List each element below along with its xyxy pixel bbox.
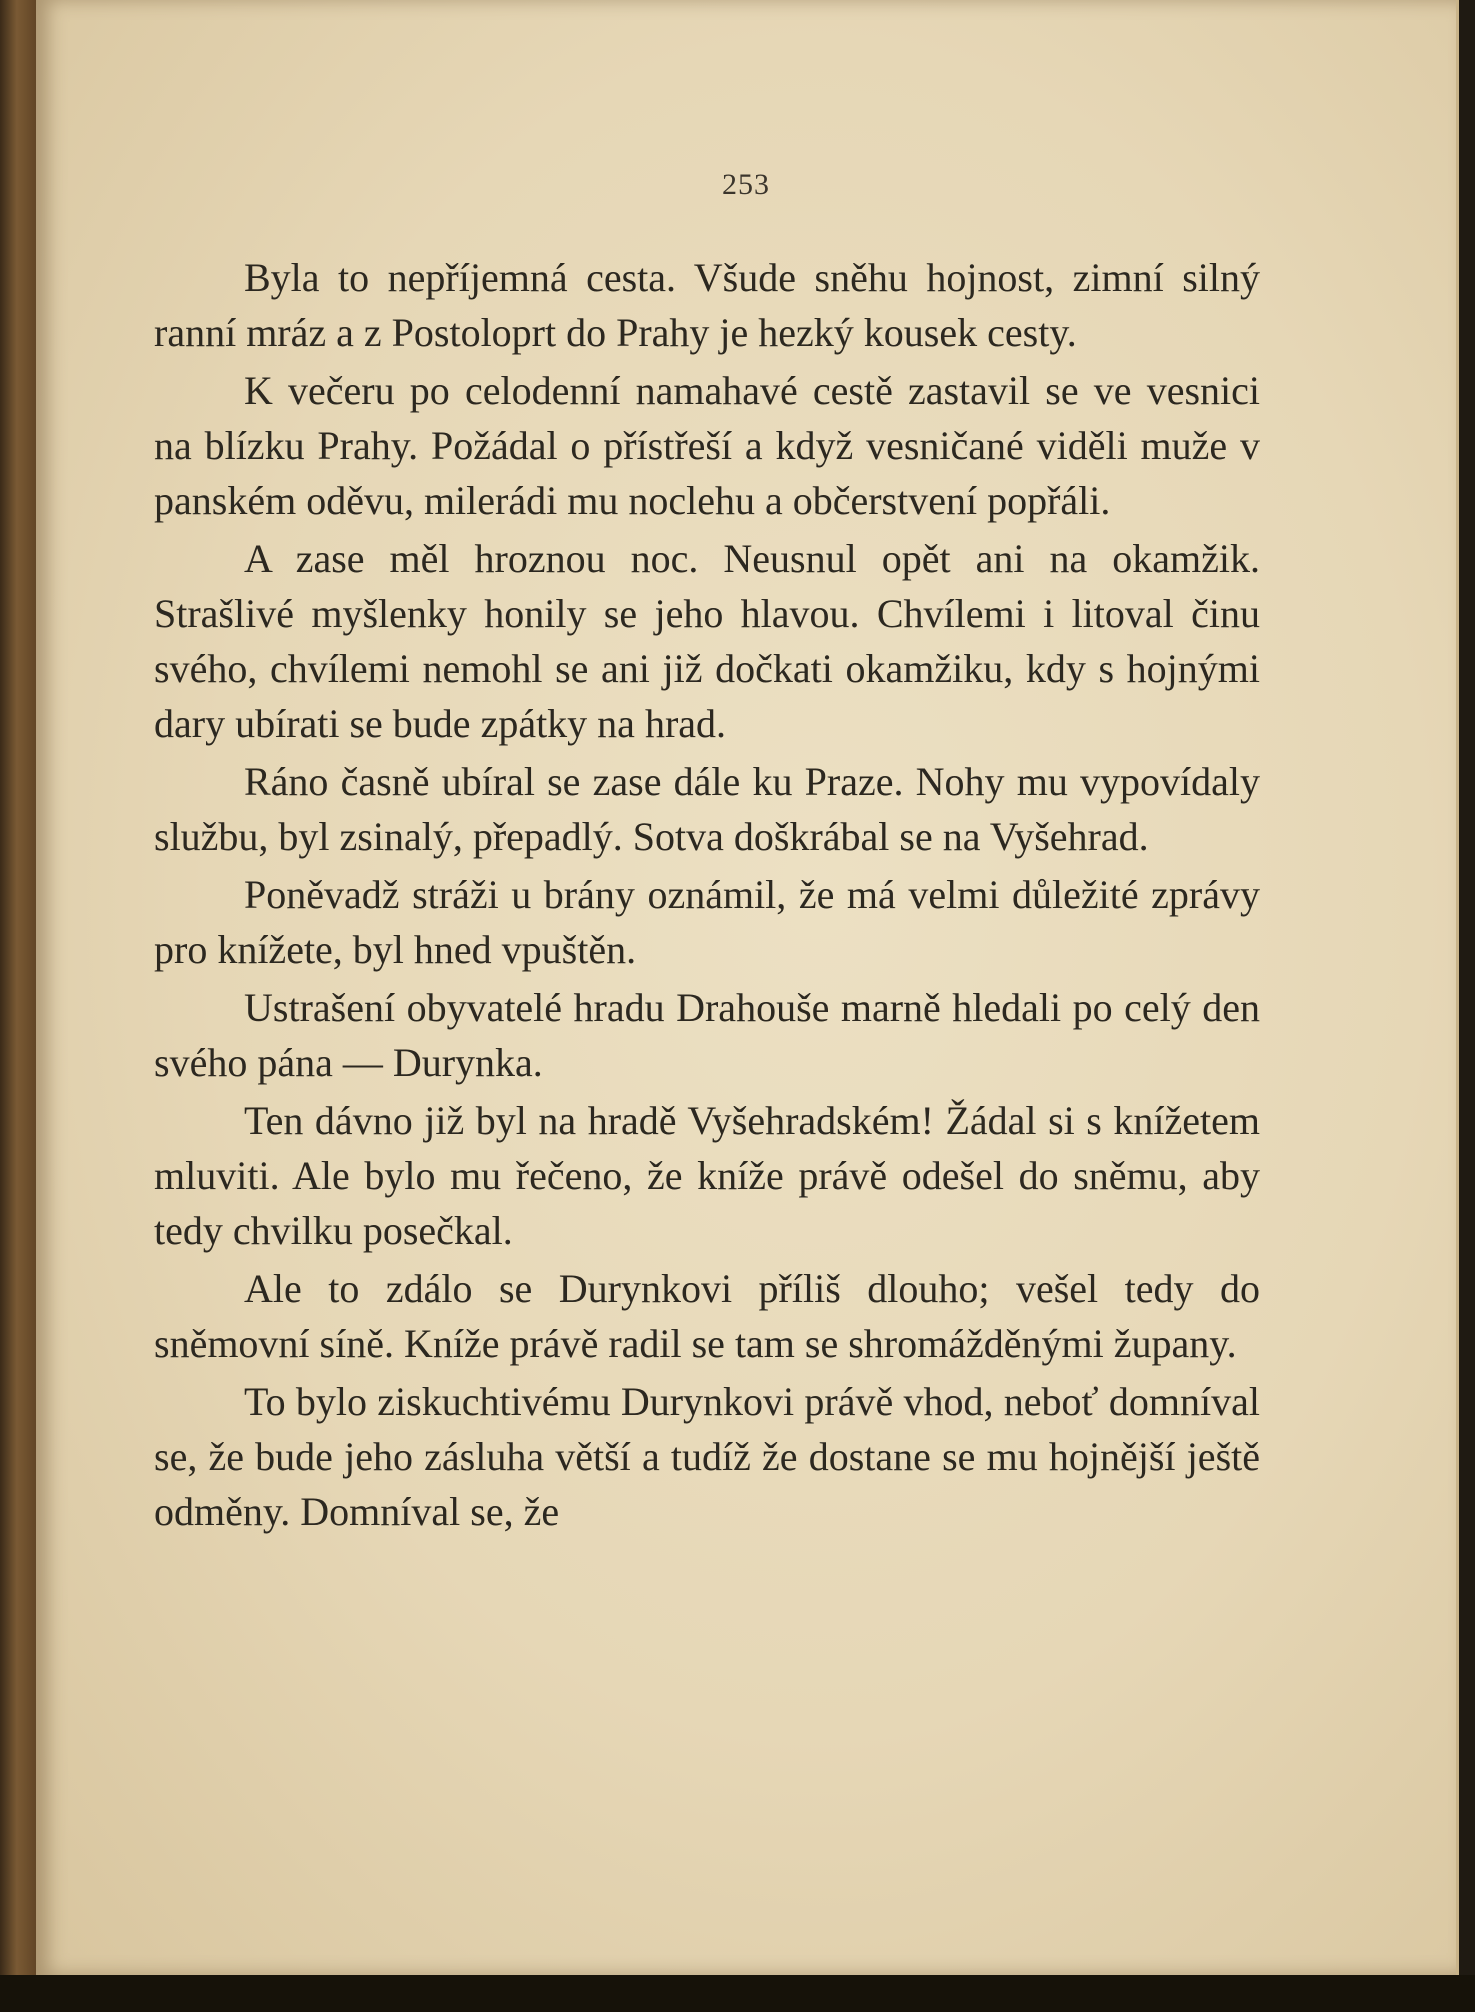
scan-bottom-edge: [0, 1975, 1475, 2012]
page-sheet: [36, 0, 1459, 1975]
paragraph-4: Ráno časně ubíral se zase dále ku Praze. Nohy mu vypovídaly službu, byl zsinalý, přepadlý. Sotva doškrábal se na Vyšehrad.: [154, 759, 1260, 859]
paragraph-5: Poněvadž stráži u brány oznámil, že má velmi důležité zprávy pro knížete, byl hned vpuštěn.: [154, 872, 1260, 972]
page-number: 253: [722, 168, 770, 201]
paragraph-7: Ten dávno již byl na hradě Vyšehradském! Žádal si s knížetem mluviti. Ale bylo mu řečeno, že kníže právě odešel do sněmu, aby tedy chvilku posečkal.: [154, 1098, 1260, 1253]
paragraph-9: To bylo ziskuchtivému Durynkovi právě vhod, neboť domníval se, že bude jeho zásluha větší a tudíž že dostane se mu hojnější ještě odměny. Domníval se, že: [154, 1379, 1260, 1534]
paragraph-6: Ustrašení obyvatelé hradu Drahouše marně hledali po celý den svého pána — Durynka.: [154, 985, 1260, 1085]
paragraph-2: K večeru po celodenní namahavé cestě zastavil se ve vesnici na blízku Prahy. Požádal o přístřeší a když vesničané viděli muže v panském oděvu, milerádi mu noclehu a občerstvení popřáli.: [154, 368, 1260, 523]
paragraph-3: A zase měl hroznou noc. Neusnul opět ani na okamžik. Strašlivé myšlenky honily se jeho hlavou. Chvílemi i litoval činu svého, chvílemi nemohl se ani již dočkati okamžiku, kdy s hojnými dary ubírati se bude zpátky na hrad.: [154, 536, 1260, 746]
paragraph-8: Ale to zdálo se Durynkovi příliš dlouho; vešel tedy do sněmovní síně. Kníže právě radil se tam se shromážděnými župany.: [154, 1266, 1260, 1366]
body-text: [154, 250, 1260, 1542]
paragraph-1: Byla to nepříjemná cesta. Všude sněhu hojnost, zimní silný ranní mráz a z Postoloprt do Prahy je hezký kousek cesty.: [154, 255, 1260, 355]
